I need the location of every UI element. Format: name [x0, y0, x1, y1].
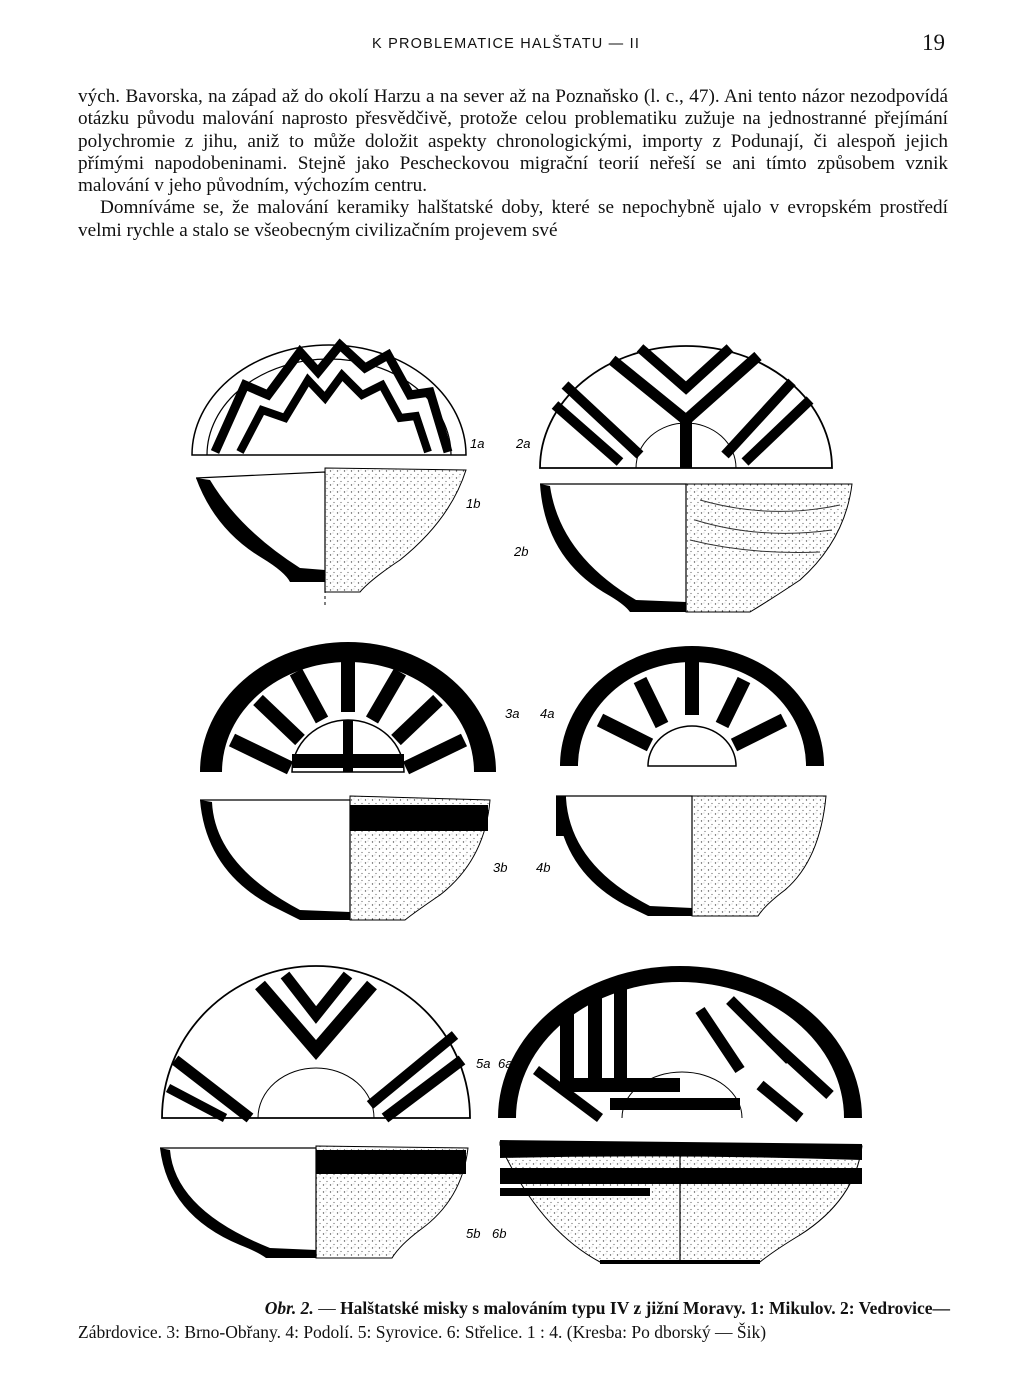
- bowl-2b-profile: [540, 484, 852, 612]
- label-1b: 1b: [466, 496, 481, 511]
- caption-line-2: Zábrdovice. 3: Brno-Obřany. 4: Podolí. 5: Syrovice. 6: Střelice. 1 : 4. (Kresba: Po dborský — Šik): [78, 1322, 767, 1342]
- label-2b: 2b: [514, 544, 529, 559]
- page-number: 19: [922, 30, 945, 55]
- caption-text-1: Halštatské misky s malováním typu IV z jižní Moravy. 1: Mikulov. 2: Vedrovice—: [340, 1298, 950, 1318]
- label-3a: 3a: [505, 706, 520, 721]
- caption-line-1: [78, 1296, 950, 1320]
- bowl-4a-rim-view: [560, 646, 824, 766]
- bowl-6a-rim-view: [498, 966, 862, 1118]
- bowl-2a-rim-view: [540, 346, 832, 468]
- bowl-1b-profile: [196, 468, 466, 605]
- caption-figure-number: Obr. 2.: [264, 1298, 314, 1318]
- label-2a: 2a: [516, 436, 531, 451]
- label-4a: 4a: [540, 706, 555, 721]
- bowl-5a-rim-view: [162, 966, 470, 1118]
- bowl-3a-rim-view: [200, 642, 496, 772]
- caption-dash: —: [313, 1298, 341, 1318]
- bowl-6b-profile: [500, 1140, 862, 1262]
- label-6a: 6a: [498, 1056, 513, 1071]
- running-title: K PROBLEMATICE HALŠTATU — II: [372, 36, 641, 52]
- paragraph-1: vých. Bavorska, na západ až do okolí Harzu a na sever až na Poznaňsko (l. c., 47). Ani tento názor nezodpovídá otázku původu malování naprosto přesvědčivě, protože celou problematiku zužuje na jednostranné přejímání polychromie z jihu, aniž to může doložit aspekty chronologickými, importy z Podunají, či alespoň jejich přímými napodobeninami. Stejně jako Pescheckovou migrační teorií neřeší se ani tímto způsobem vznik malování v jeho původním, výchozím centru.: [78, 86, 948, 197]
- figure-caption: [78, 1296, 950, 1344]
- label-5a: 5a: [476, 1056, 491, 1071]
- bowl-4b-profile: [556, 796, 826, 916]
- paragraph-2: Domníváme se, že malování keramiky halštatské doby, které se nepochybně ujalo v evropském prostředí velmi rychle a stalo se všeobecným civilizačním projevem své: [78, 197, 948, 241]
- bowl-1a-rim-view: [192, 345, 466, 455]
- bowl-3b-profile: [200, 796, 490, 920]
- label-6b: 6b: [492, 1226, 507, 1241]
- bowl-5b-profile: [160, 1146, 468, 1258]
- label-4b: 4b: [536, 860, 551, 875]
- label-3b: 3b: [493, 860, 508, 875]
- label-1a: 1a: [470, 436, 485, 451]
- label-5b: 5b: [466, 1226, 481, 1241]
